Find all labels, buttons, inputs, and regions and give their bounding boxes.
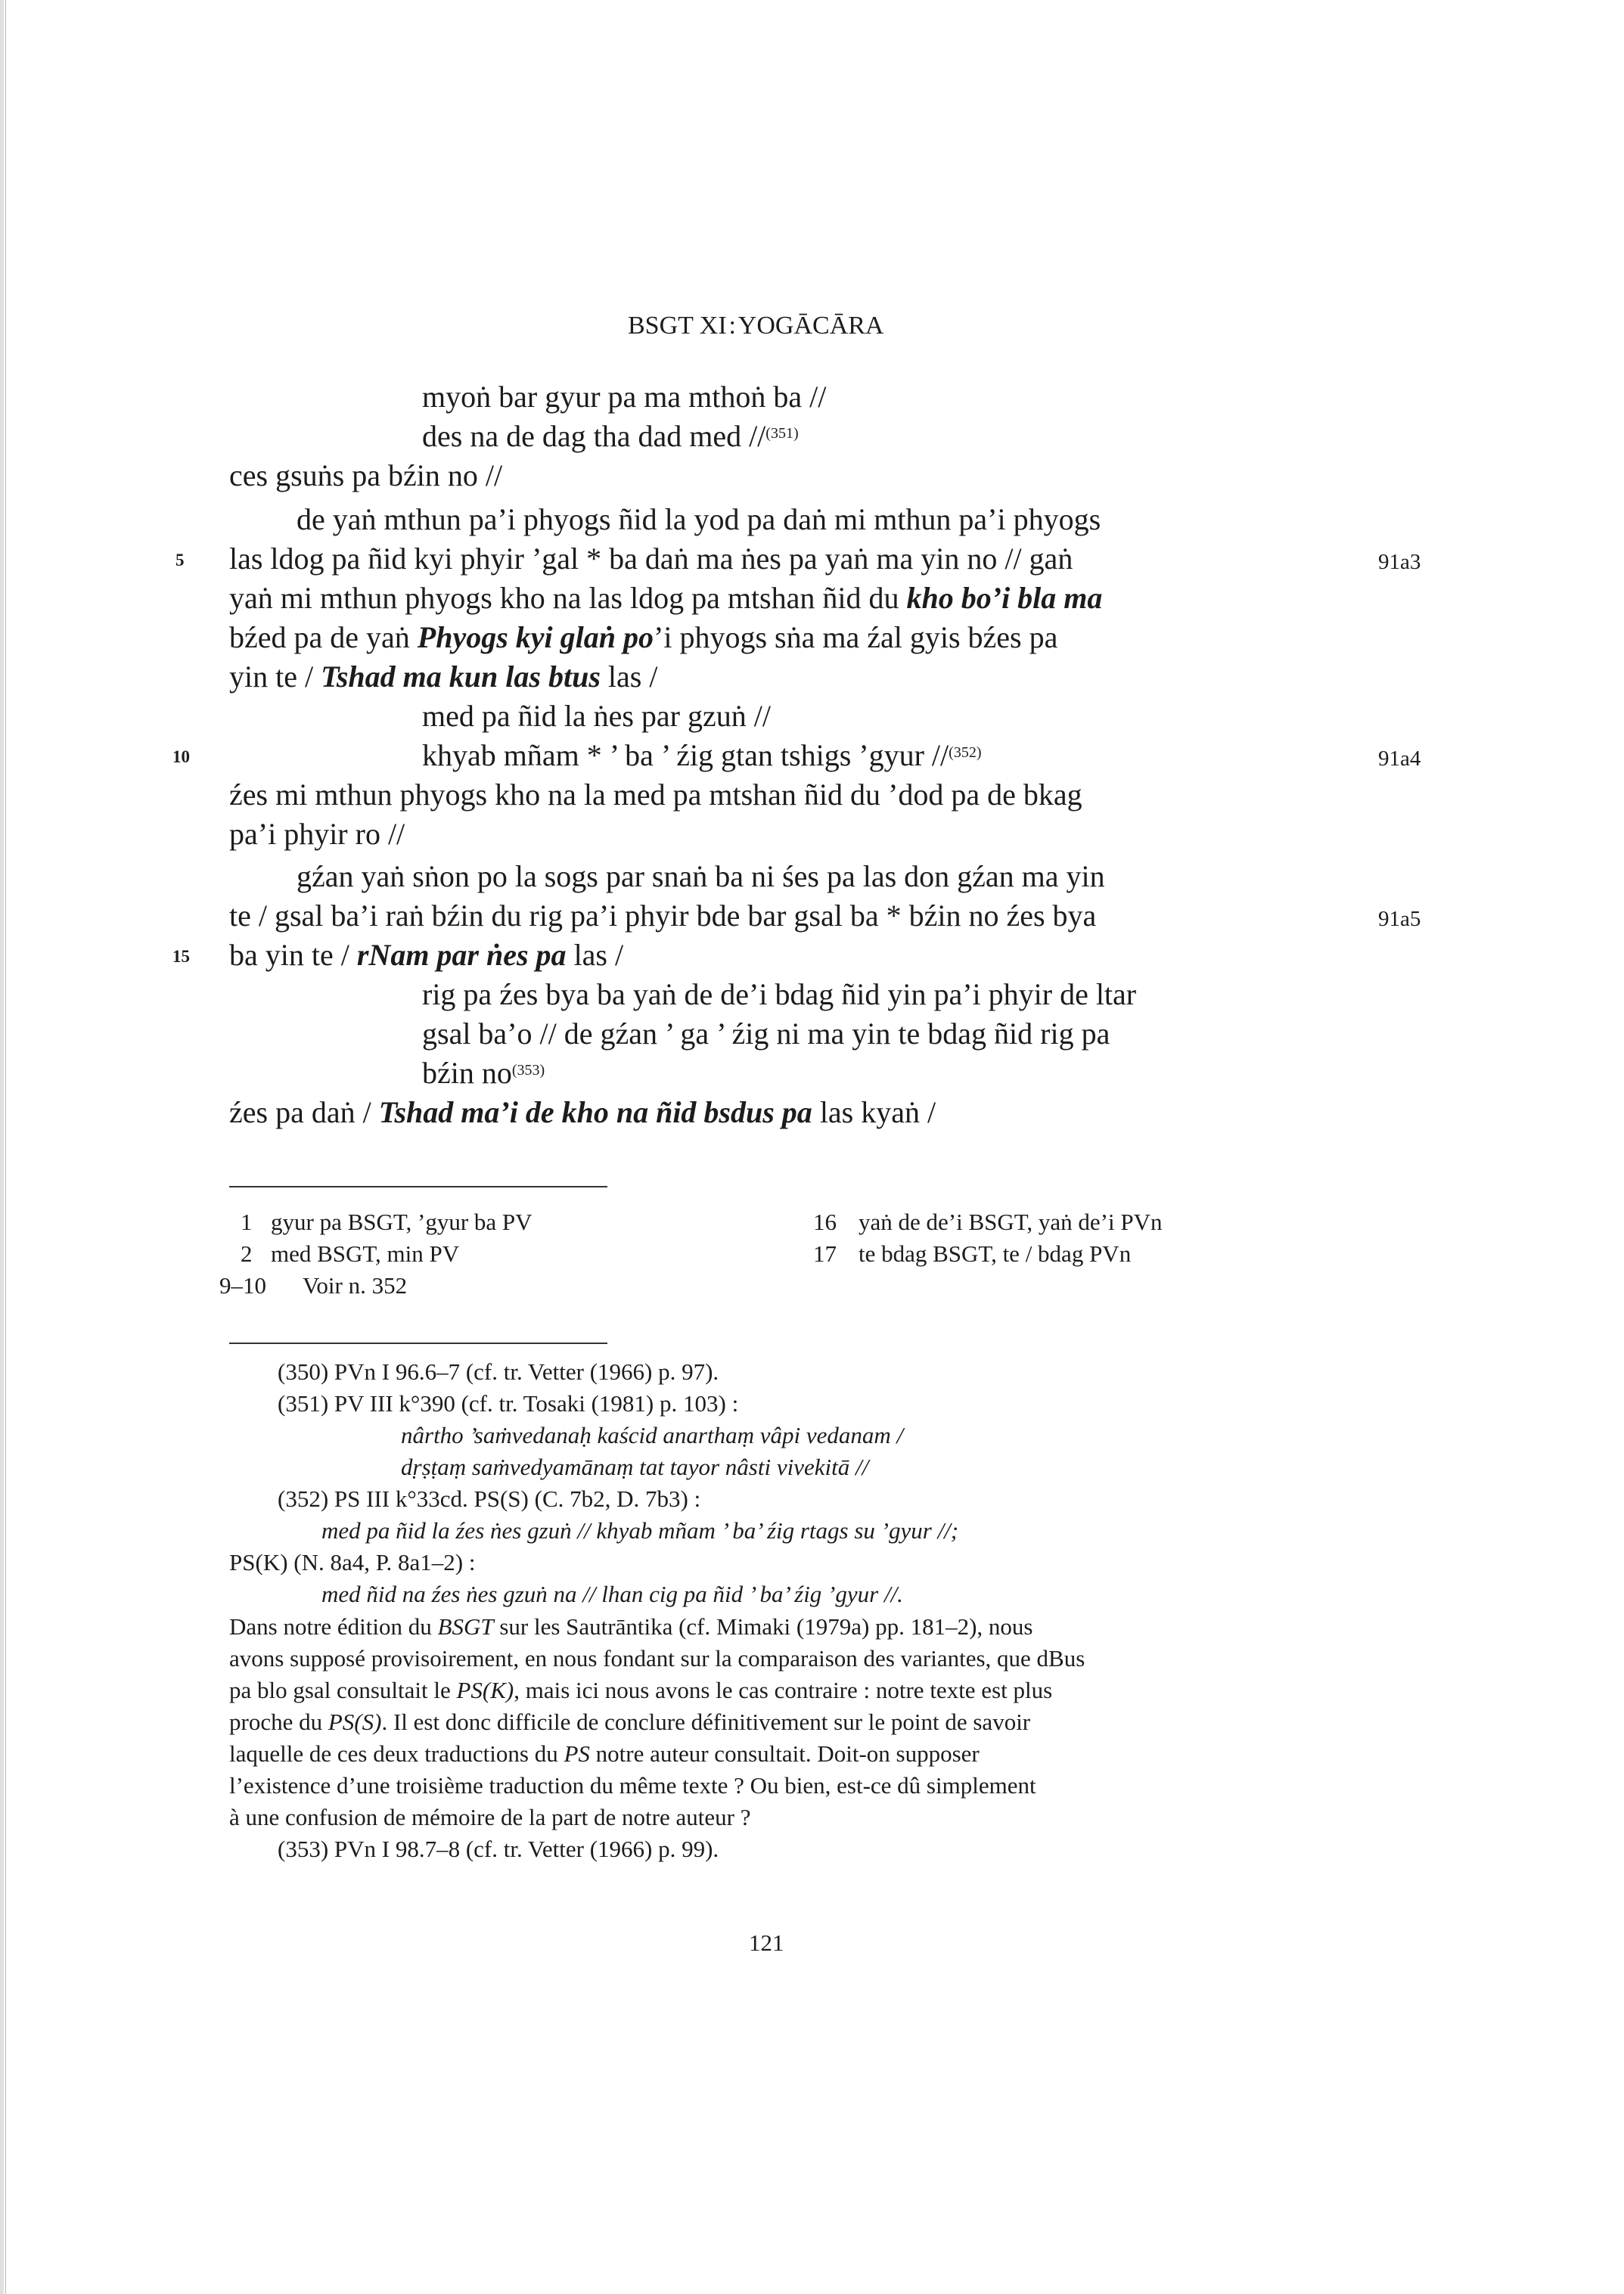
text-line-14: te / gsal ba’i raṅ bźin du rig pa’i phyir bde bar gsal ba * bźin no źes bya bbox=[229, 899, 1097, 933]
text-line-5: las ldog pa ñid kyi phyir ’gal * ba daṅ ma ṅes pa yaṅ ma yin no // gaṅ bbox=[229, 542, 1073, 576]
apparatus-rule bbox=[229, 1186, 607, 1187]
text-line-12: pa’i phyir ro // bbox=[229, 817, 405, 851]
margin-folio-ref: 91a4 bbox=[1378, 747, 1421, 771]
text-line-9: med pa ñid la ṅes par gzuṅ // bbox=[422, 699, 771, 733]
apparatus-entry: gyur pa BSGT, ’gyur ba PV bbox=[271, 1209, 533, 1235]
apparatus-number: 17 bbox=[813, 1240, 837, 1267]
line-number: 15 bbox=[172, 947, 190, 966]
apparatus-number: 2 bbox=[241, 1240, 253, 1267]
footnote-paragraph-line: à une confusion de mémoire de la part de notre auteur ? bbox=[229, 1804, 751, 1830]
apparatus-entry: med BSGT, min PV bbox=[271, 1240, 460, 1267]
apparatus-number: 1 bbox=[241, 1209, 253, 1235]
apparatus-entry: Voir n. 352 bbox=[303, 1272, 408, 1299]
text-line-10: khyab mñam * ’ ba ’ źig gtan tshigs ’gyur //$^{(352)}$ bbox=[422, 738, 982, 772]
scan-edge bbox=[0, 0, 4, 2294]
footnote-ref-353: (353) bbox=[511, 1062, 545, 1079]
text-line-8: yin te / Tshad ma kun las btus las / bbox=[229, 660, 658, 694]
text-line-19: źes pa daṅ / Tshad ma’i de kho na ñid bsdus pa las kyaṅ / bbox=[229, 1095, 936, 1129]
apparatus-number: 9–10 bbox=[219, 1272, 266, 1299]
footnote-ref-351: (351) bbox=[765, 425, 799, 442]
apparatus-number: 16 bbox=[813, 1209, 837, 1235]
text-line-6: yaṅ mi mthun phyogs kho na las ldog pa mtshan ñid du kho bo’i bla ma bbox=[229, 581, 1103, 615]
footnote-paragraph-line: pa blo gsal consultait le PS(K), mais ici nous avons le cas contraire : notre texte est plus bbox=[229, 1677, 1053, 1703]
text-line-3: ces gsuṅs pa bźin no // bbox=[229, 458, 503, 492]
footnote-352-psk: PS(K) (N. 8a4, P. 8a1–2) : bbox=[229, 1549, 476, 1575]
footnote-351: (351) PV III k°390 (cf. tr. Tosaki (1981) p. 103) : bbox=[278, 1390, 739, 1417]
footnote-352-verse-2: med ñid na źes ṅes gzuṅ na // lhan cig pa ñid ’ ba’ źig ’gyur //. bbox=[321, 1581, 903, 1607]
line-number: 5 bbox=[175, 551, 185, 570]
line-number: 10 bbox=[172, 747, 190, 766]
apparatus-entry: te bdag BSGT, te / bdag PVn bbox=[859, 1240, 1132, 1267]
text-line-15: ba yin te / rNam par ṅes pa las / bbox=[229, 938, 624, 972]
footnote-paragraph-line: laquelle de ces deux traductions du PS notre auteur consultait. Doit-on supposer bbox=[229, 1740, 980, 1767]
running-header: BSGT XI : YOGĀCĀRA bbox=[628, 312, 884, 340]
text-line-7: bźed pa de yaṅ Phyogs kyi glaṅ po’i phyogs sṅa ma źal gyis bźes pa bbox=[229, 620, 1058, 654]
text-line-18: bźin $no^{(353)}$ bbox=[422, 1056, 545, 1090]
footnote-352: (352) PS III k°33cd. PS(S) (C. 7b2, D. 7b3) : bbox=[278, 1485, 701, 1512]
footnote-paragraph-line: avons supposé provisoirement, en nous fondant sur la comparaison des variantes, que dBus bbox=[229, 1645, 1085, 1672]
footnote-paragraph-line: proche du PS(S). Il est donc difficile de conclure définitivement sur le point de savoir bbox=[229, 1709, 1031, 1735]
footnote-rule bbox=[229, 1343, 607, 1344]
text-line-13: gźan yaṅ sṅon po la sogs par snaṅ ba ni śes pa las don gźan ma yin bbox=[297, 859, 1105, 893]
page-number: 121 bbox=[749, 1929, 784, 1956]
footnote-351-verse-2: dṛṣṭaṃ saṁvedyamānaṃ tat tayor nâsti vivekitā // bbox=[401, 1454, 869, 1480]
scan-edge-line bbox=[5, 0, 6, 2294]
text-line-4: de yaṅ mthun pa’i phyogs ñid la yod pa daṅ mi mthun pa’i phyogs bbox=[297, 502, 1101, 536]
footnote-350: (350) PVn I 96.6–7 (cf. tr. Vetter (1966) p. 97). bbox=[278, 1358, 719, 1385]
apparatus-entry: yaṅ de de’i BSGT, yaṅ de’i PVn bbox=[859, 1209, 1163, 1235]
margin-folio-ref: 91a3 bbox=[1378, 550, 1421, 574]
footnote-paragraph-line: l’existence d’une troisième traduction du même texte ? Ou bien, est-ce dû simplement bbox=[229, 1772, 1036, 1799]
footnote-351-verse-1: nârtho ’saṁvedanaḥ kaścid anarthaṃ vâpi vedanam / bbox=[401, 1422, 904, 1448]
text-line-16: rig pa źes bya ba yaṅ de de’i bdag ñid yin pa’i phyir de ltar bbox=[422, 977, 1137, 1011]
text-line-1: myoṅ bar gyur pa ma mthoṅ ba // bbox=[422, 380, 827, 414]
text-line-11: źes mi mthun phyogs kho na la med pa mtshan ñid du ’dod pa de bkag bbox=[229, 778, 1082, 812]
text-line-17: gsal ba’o // de gźan ’ ga ’ źig ni ma yin te bdag ñid rig pa bbox=[422, 1017, 1110, 1051]
text-line-2: des na de dag tha dad med //$^{(351)}$ bbox=[422, 419, 799, 453]
margin-folio-ref: 91a5 bbox=[1378, 907, 1421, 931]
footnote-paragraph-line: Dans notre édition du BSGT sur les Sautrāntika (cf. Mimaki (1979a) pp. 181–2), nous bbox=[229, 1613, 1033, 1640]
footnote-353: (353) PVn I 98.7–8 (cf. tr. Vetter (1966) p. 99). bbox=[278, 1836, 719, 1862]
footnote-ref-352: (352) bbox=[949, 744, 982, 761]
footnote-352-verse-1: med pa ñid la źes ṅes gzuṅ // khyab mñam ’ ba’ źig rtags su ’gyur //; bbox=[321, 1517, 959, 1544]
